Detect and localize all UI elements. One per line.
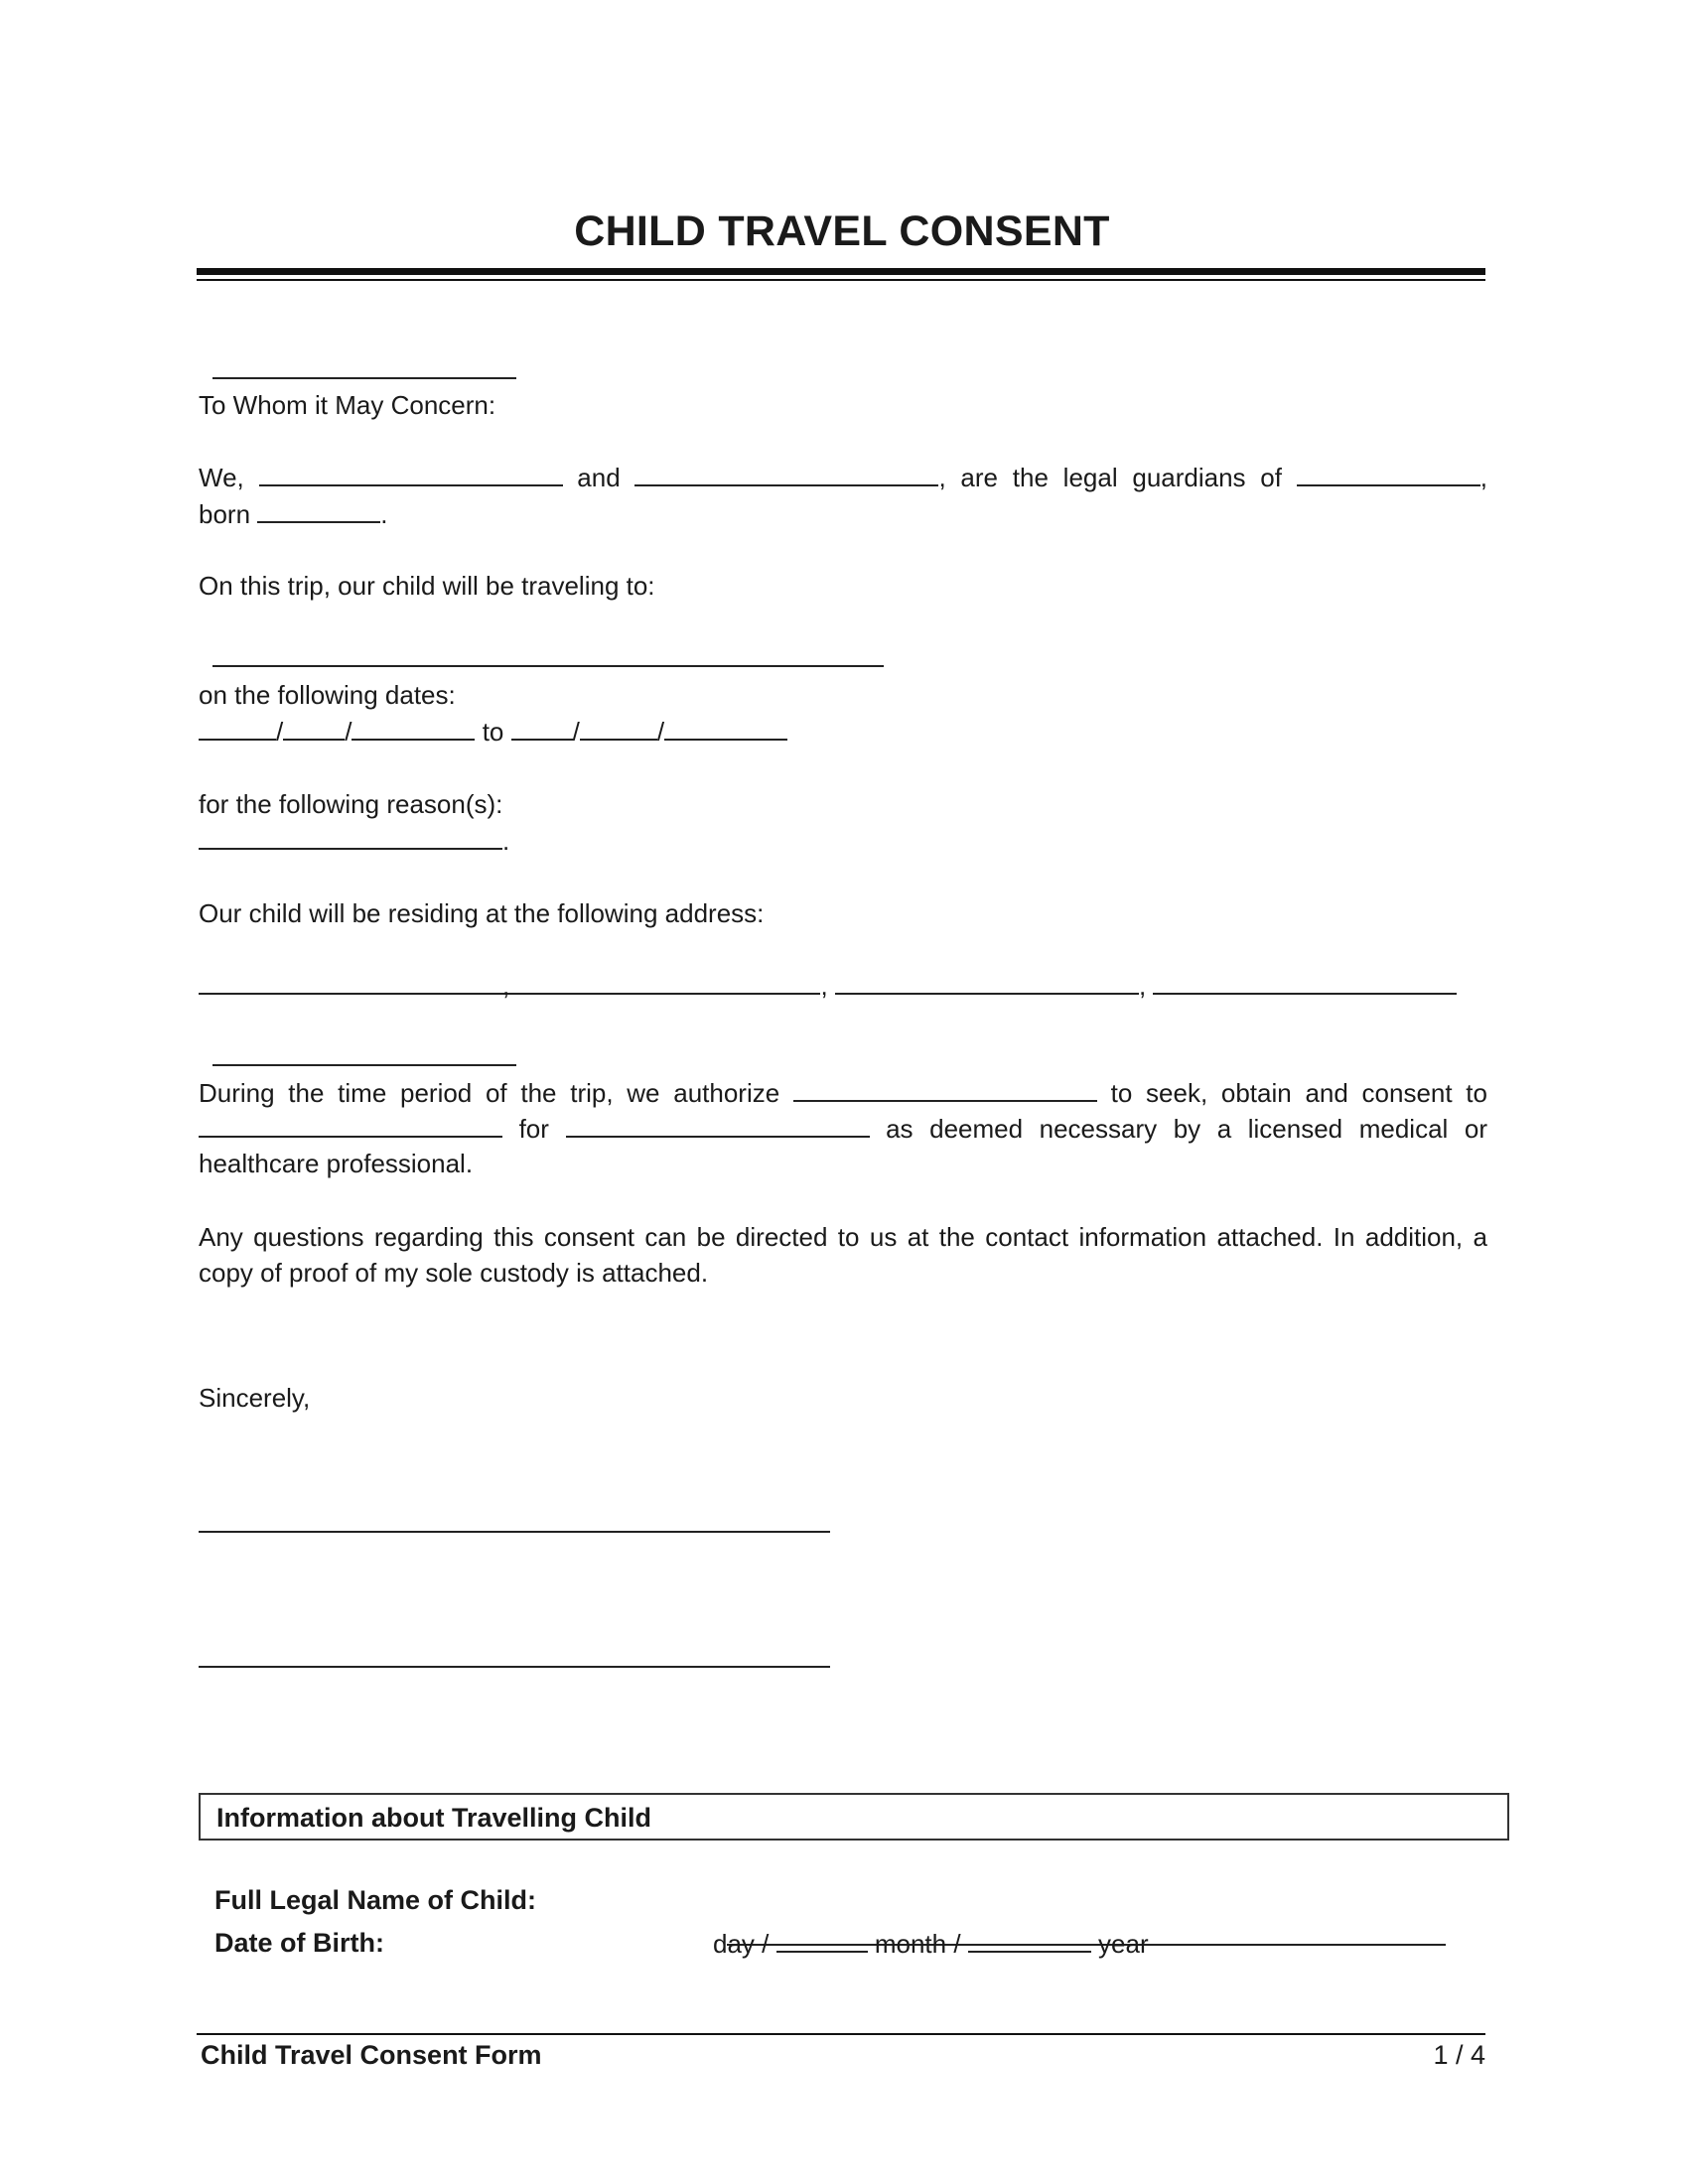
start-day-input[interactable] — [199, 713, 276, 741]
destination-label: On this trip, our child will be traveling to: — [199, 571, 655, 601]
signature-line-1[interactable] — [199, 1531, 830, 1533]
address-label: Our child will be residing at the following address: — [199, 898, 765, 928]
address-state-input[interactable] — [516, 967, 820, 995]
treatment-input[interactable] — [199, 1110, 502, 1138]
child-input[interactable] — [566, 1110, 870, 1138]
medical-line-3: healthcare professional. — [199, 1149, 474, 1178]
to-text: to — [482, 717, 504, 747]
guardian-2-input[interactable] — [634, 459, 938, 486]
footer-rule — [197, 2033, 1485, 2035]
end-day-input[interactable] — [511, 713, 573, 741]
period-text: . — [380, 499, 388, 529]
info-section-title: Information about Travelling Child — [216, 1803, 652, 1833]
address-city-input[interactable] — [199, 967, 502, 995]
address-line-2 — [199, 967, 1457, 1004]
page-number: 1 / 4 — [1433, 2040, 1485, 2070]
salutation: To Whom it May Concern: — [199, 390, 496, 420]
dob-year-input[interactable] — [968, 1925, 1091, 1953]
destination-input[interactable] — [212, 639, 884, 667]
and-text: and — [577, 463, 621, 492]
for-text: for — [518, 1114, 549, 1144]
born-text: born — [199, 499, 251, 529]
comma-text: , — [1479, 463, 1487, 492]
born-line — [199, 495, 388, 532]
dob-month-input[interactable] — [776, 1925, 868, 1953]
slash-text: / — [656, 717, 665, 747]
dob-year-text: year — [1098, 1929, 1149, 1959]
comma-text: , — [820, 971, 828, 1001]
dates-line — [199, 713, 787, 750]
period-text: . — [502, 826, 510, 856]
guardians-of-text: , are the legal guardians of — [938, 463, 1282, 492]
dob-month-text: month / — [874, 1929, 961, 1959]
dob-day-text: day / — [713, 1929, 770, 1959]
end-month-input[interactable] — [580, 713, 657, 741]
end-year-input[interactable] — [664, 713, 787, 741]
reason-line — [199, 822, 509, 859]
footer-form-name: Child Travel Consent Form — [201, 2040, 542, 2070]
guardians-line — [199, 459, 1487, 495]
start-year-input[interactable] — [352, 713, 475, 741]
medical-text: to seek, obtain and consent to — [1110, 1078, 1487, 1108]
comma-text: , — [502, 971, 510, 1001]
full-name-label: Full Legal Name of Child: — [214, 1885, 537, 1915]
medical-line-2 — [199, 1110, 1487, 1147]
address-line-3 — [199, 1003, 516, 1075]
closing: Sincerely, — [199, 1383, 311, 1413]
slash-text: / — [276, 717, 284, 747]
slash-text: / — [345, 717, 352, 747]
child-name-input[interactable] — [1297, 459, 1480, 486]
address-country-input[interactable] — [1153, 967, 1457, 995]
reason-label: for the following reason(s): — [199, 789, 503, 819]
address-zip-input[interactable] — [835, 967, 1139, 995]
date-input[interactable] — [212, 351, 516, 379]
born-input[interactable] — [257, 495, 380, 523]
comma-text: , — [1138, 971, 1147, 1001]
medical-text: as deemed necessary by a licensed medical or — [886, 1114, 1487, 1144]
start-month-input[interactable] — [283, 713, 345, 741]
date-line — [199, 316, 516, 388]
authorized-person-input[interactable] — [793, 1074, 1097, 1102]
page-title: CHILD TRAVEL CONSENT — [574, 207, 1110, 255]
address-extra-input[interactable] — [212, 1038, 516, 1066]
info-section-header — [199, 1793, 1509, 1841]
medical-line-1 — [199, 1074, 1487, 1111]
title-rule-thick — [197, 268, 1485, 275]
dates-label: on the following dates: — [199, 680, 456, 710]
dob-line — [713, 1925, 1149, 1962]
medical-text: During the time period of the trip, we authorize — [199, 1078, 780, 1108]
destination-line — [199, 604, 884, 676]
signature-line-2[interactable] — [199, 1666, 830, 1668]
reason-input[interactable] — [199, 822, 502, 850]
title-rule-thin — [197, 279, 1485, 281]
guardian-1-input[interactable] — [259, 459, 563, 486]
questions-paragraph: Any questions regarding this consent can be directed to us at the contact information attached. In addition, a copy of proof of my sole custody is attached. — [199, 1222, 1487, 1288]
we-text: We, — [199, 463, 244, 492]
slash-text: / — [572, 717, 580, 747]
dob-label: Date of Birth: — [214, 1928, 384, 1958]
